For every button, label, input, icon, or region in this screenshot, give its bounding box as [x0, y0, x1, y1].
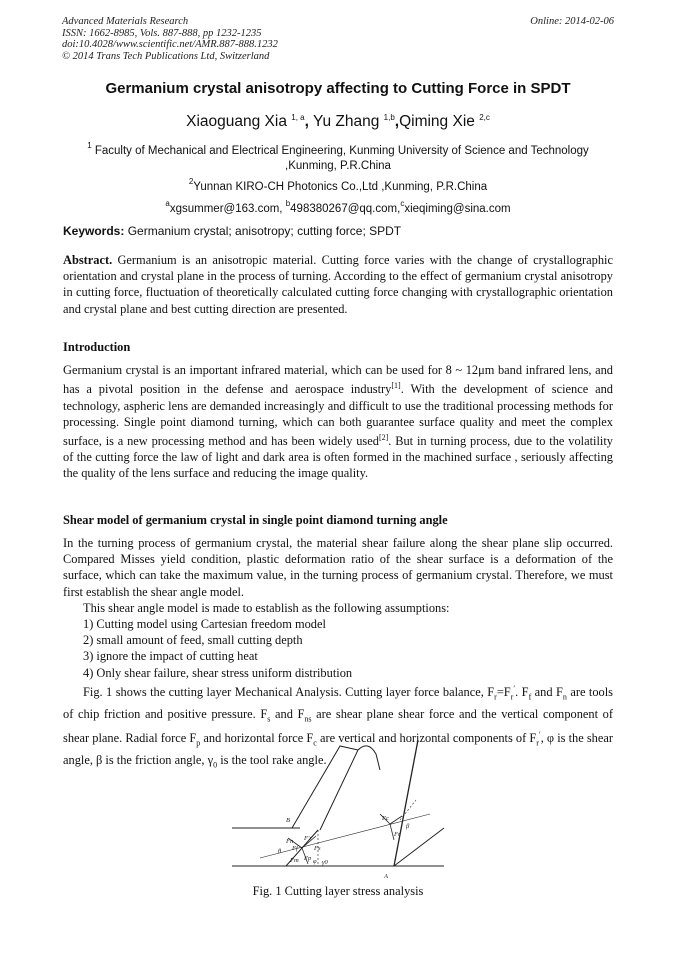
introduction-paragraph: Germanium crystal is an important infrared material, which can be used for 8 ~ 12μm band infrared lens, and has a pivotal position in the defense and aerospace industry[1]. With the development of science and technology, aspheric lens are demanded increasingly and difficult to use the traditional processing methods for processing. Single point diamond turning, which can both guarantee surface quality and meet the complex surface, is a new processing method and has been widely used[2]. But in turning process, due to the volatility of the cutting force the law of light and dark area is often formed in the machined surface , seriously affecting the quality of the lens surface and reducing the image quality.	[63, 363, 614, 481]
email-address[interactable]: 498380267@qq.com,	[290, 203, 401, 215]
copyright-line: © 2014 Trans Tech Publications Ltd, Switzerland	[62, 50, 270, 62]
assumption-item: 1) Cutting model using Cartesian freedom model	[83, 617, 326, 632]
tool-rake-face	[394, 740, 418, 866]
shear-paragraph-2: This shear angle model is made to establish as the following assumptions:	[83, 600, 450, 615]
author-affil-marker: 1,b	[383, 113, 395, 122]
figure-label: F'r	[304, 835, 312, 842]
abstract-label: Abstract.	[63, 253, 113, 267]
author-name: Xiaoguang Xia	[186, 113, 287, 130]
abstract-text: Germanium is an anisotropic material. Cutting force varies with the change of crystallographic orientation and crystal plane in the process of turning. According to the effect of germanium crystal anisotropy in cutting force, fluctuation of theoretically calculated cutting force changing with crystallographic orientation and crystal plane and best cutting direction are presented.	[63, 253, 613, 316]
figure-label: B	[286, 817, 290, 824]
figure-label: β	[406, 823, 410, 830]
email-address[interactable]: xieqiming@sina.com	[404, 203, 511, 215]
figure-label: Fp	[304, 855, 312, 862]
author-emails: $^a$xgsummer@163.com, $^b$498380267@qq.com,$^c$xieqiming@sina.com	[165, 199, 511, 215]
affiliation-2: $^2$Yunnan KIRO-CH Photonics Co.,Ltd ,Kunming, P.R.China	[188, 177, 488, 193]
figure-label: A	[384, 873, 388, 880]
keywords-text: Germanium crystal; anisotropy; cutting force; SPDT	[127, 224, 402, 238]
shear-model-section	[63, 535, 613, 774]
running-header	[62, 16, 614, 62]
figure-label: θ	[278, 848, 282, 855]
author-affil-marker: 1, a	[291, 113, 305, 122]
figure-label: Fm	[290, 857, 299, 864]
chip-curl	[358, 746, 380, 770]
assumption-item: 4) Only shear failure, shear stress uniform distribution	[83, 665, 353, 680]
author-list: Xiaoguang Xia $^{1, a}$, Yu Zhang $^{1,b}$,Qiming Xie $^{2,c}$	[186, 113, 490, 130]
shear-paragraph-1: In the turning process of germanium crystal, the material shear failure along the shear plane slip occurred. Compared Misses yield condition, plastic deformation ratio of the shear surface is a deformation of the surface, which can take the maximum value, in the turning process of germanium crystal. Therefore, we must first establish the shear angle model.	[63, 536, 613, 599]
author-name: Qiming Xie	[399, 113, 475, 130]
doi-line: doi:10.4028/www.scientific.net/AMR.887-888.1232	[62, 39, 278, 50]
citation-ref[interactable]: [1]	[391, 381, 401, 391]
figure-caption: Fig. 1 Cutting layer stress analysis	[252, 884, 424, 898]
figure-label: Fr	[394, 831, 401, 838]
author-affil-marker: 2,c	[479, 113, 490, 122]
citation-ref[interactable]: [2]	[378, 432, 389, 442]
assumption-item: 2) small amount of feed, small cutting depth	[83, 633, 303, 648]
chip-outline	[292, 746, 358, 830]
keywords-label: Keywords:	[63, 224, 125, 238]
figure-label: Ff	[292, 845, 298, 852]
abstract	[63, 252, 613, 317]
affiliation-1: $^1$ Faculty of Mechanical and Electrical Engineering, Kunming University of Science and Technology ,Kunming, P.R.China	[87, 141, 589, 172]
keywords	[63, 224, 401, 238]
figure-label: φ	[313, 858, 317, 865]
figure-label: Fc	[382, 815, 389, 822]
figure-label: Fs	[314, 845, 321, 852]
tool-flank	[394, 828, 444, 866]
email-address[interactable]: xgsummer@163.com,	[169, 203, 283, 215]
tool-normal-reference	[400, 800, 416, 820]
shear-paragraph-3: Fig. 1 shows the cutting layer Mechanical Analysis. Cutting layer force balance, $F_r=F_r'$. $F_f$ and $F_n$ are tools of chip friction and positive pressure. $F_s$ and $F_{ns}$ are shear plane shear force and the vertical component of shear plane. Radial force $F_p$ and horizontal force $F_c$ are vertical and horizontal components of $F_r'$, φ is the shear angle, β is the friction angle, $\gamma_0$ is the tool rake angle.	[63, 683, 613, 770]
assumption-item: 3) ignore the impact of cutting heat	[83, 649, 258, 664]
section-heading-shear-model: Shear model of germanium crystal in single point diamond turning angle	[63, 513, 448, 527]
author-name: Yu Zhang	[312, 113, 380, 130]
online-date: Online: 2014-02-06	[530, 16, 614, 27]
cutting-layer-stress-figure	[230, 740, 446, 882]
figure-label: Fn	[286, 838, 294, 845]
issn-line: ISSN: 1662-8985, Vols. 887-888, pp 1232-1235	[62, 27, 262, 39]
paper-title: Germanium crystal anisotropy affecting to Cutting Force in SPDT	[105, 80, 571, 97]
section-heading-introduction: Introduction	[63, 340, 131, 354]
figure-label: γ0	[322, 859, 328, 866]
journal-name: Advanced Materials Research	[62, 16, 189, 27]
